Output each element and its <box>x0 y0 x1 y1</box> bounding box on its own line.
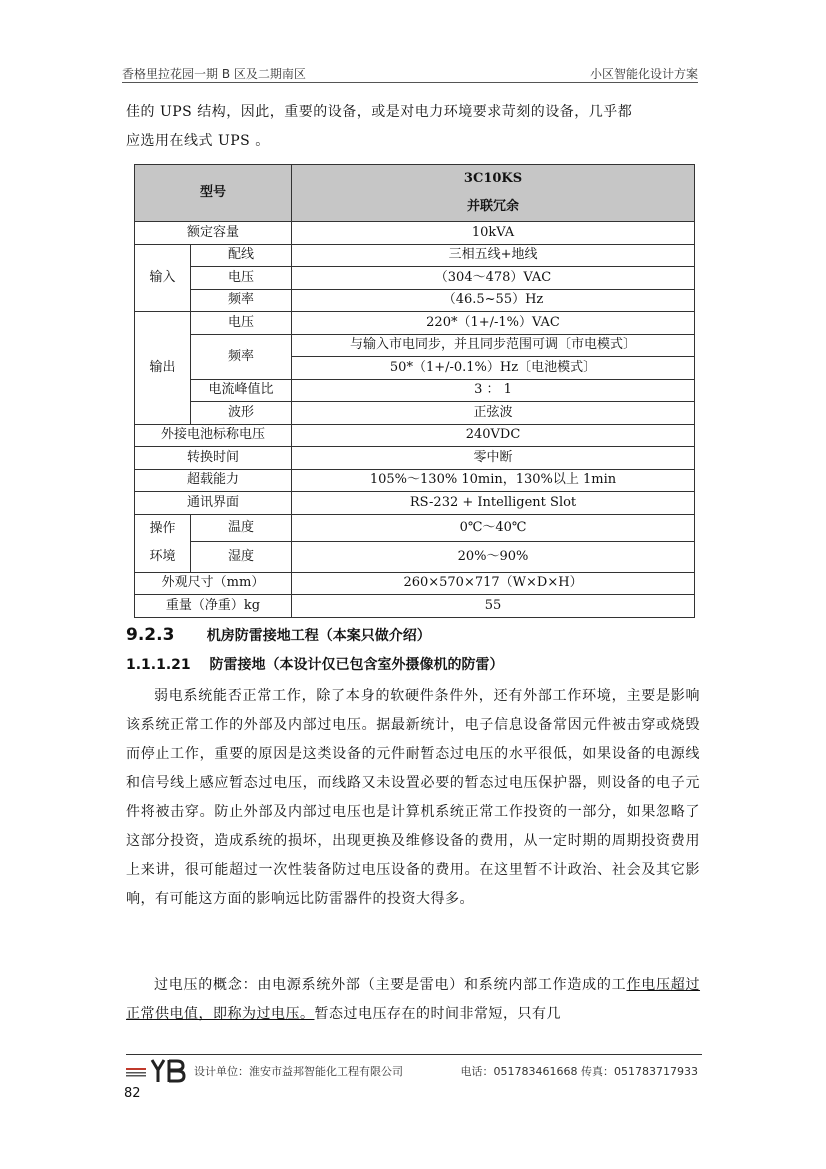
output-voltage-label: 电压 <box>191 312 292 335</box>
overload-value: 105%～130% 10min，130%以上 1min <box>292 469 695 492</box>
crest-factor-label: 电流峰值比 <box>191 379 292 402</box>
dimensions-label: 外观尺寸（mm） <box>135 572 292 595</box>
crest-factor-value: 3 ： 1 <box>292 379 695 402</box>
waveform-label: 波形 <box>191 402 292 425</box>
transfer-time-value: 零中断 <box>292 447 695 470</box>
paragraph-2-part-1: 过电压的概念：由电源系统外部（主要是雷电）和系统内部工作造成的工 <box>154 977 627 993</box>
table-row <box>135 595 695 618</box>
table-row <box>135 222 695 245</box>
weight-label: 重量（净重）kg <box>135 595 292 618</box>
subsection-title: 防雷接地（本设计仅已包含室外摄像机的防雷） <box>209 657 504 673</box>
model-name: 3C10KS <box>463 171 523 186</box>
battery-voltage-value: 240VDC <box>292 424 695 447</box>
company-logo <box>126 1059 192 1083</box>
paragraph-2-underlined: 作电压超过正常供电值，即称为过电压。 <box>126 977 701 1022</box>
model-label: 型号 <box>135 165 292 222</box>
body-paragraph-2 <box>126 971 700 1029</box>
table-row <box>135 424 695 447</box>
temperature-value: 0℃～40℃ <box>292 514 695 541</box>
output-voltage-value: 220*（1+/-1%）VAC <box>292 312 695 335</box>
table-row <box>135 267 695 290</box>
intro-line-2: 应选用在线式 UPS 。 <box>126 133 270 149</box>
table-row <box>135 402 695 425</box>
subsection-heading <box>126 654 504 674</box>
header-doc-title: 小区智能化设计方案 <box>589 67 698 81</box>
table-row <box>135 514 695 541</box>
environment-group-label <box>135 514 191 572</box>
humidity-value: 20%～90% <box>292 541 695 572</box>
intro-line-1: 佳的 UPS 结构，因此，重要的设备，或是对电力环境要求苛刻的设备，几乎都 <box>126 104 633 120</box>
intro-paragraph <box>126 98 700 156</box>
page-number: 82 <box>124 1086 141 1101</box>
table-row <box>135 312 695 335</box>
waveform-value: 正弦波 <box>292 402 695 425</box>
paragraph-2-part-3: 暂态过电压存在的时间非常短，只有几 <box>314 1006 561 1022</box>
rated-value: 10kVA <box>292 222 695 245</box>
table-row <box>135 447 695 470</box>
communication-label: 通讯界面 <box>135 492 292 515</box>
humidity-label: 湿度 <box>191 541 292 572</box>
table-row <box>135 492 695 515</box>
header-project-name: 香格里拉花园一期 B 区及二期南区 <box>122 67 306 81</box>
table-header-row <box>135 165 695 222</box>
subsection-number: 1.1.1.21 <box>126 657 191 673</box>
model-cell <box>292 165 695 222</box>
temperature-label: 温度 <box>191 514 292 541</box>
wiring-value: 三相五线+地线 <box>292 244 695 267</box>
output-frequency-value-mains: 与输入市电同步，并且同步范围可调〔市电模式〕 <box>292 334 695 357</box>
page-header <box>122 64 698 83</box>
environment-label-line-1: 操作 <box>149 521 176 536</box>
model-config: 并联冗余 <box>467 199 520 214</box>
input-voltage-label: 电压 <box>191 267 292 290</box>
table-row <box>135 469 695 492</box>
input-frequency-label: 频率 <box>191 289 292 312</box>
table-row <box>135 244 695 267</box>
dimensions-value: 260×570×717（W×D×H） <box>292 572 695 595</box>
table-row <box>135 334 695 357</box>
page-footer <box>126 1054 702 1085</box>
body-paragraph-1: 弱电系统能否正常工作，除了本身的软硬件条件外，还有外部工作环境，主要是影响该系统正常工作的外部及内部过电压。据最新统计，电子信息设备常因元件被击穿或烧毁而停止工作，重要的原因是这类设备的元件耐暂态过电压的水平很低，如果设备的电源线和信号线上感应暂态过电压，而线路又未设置必要的暂态过电压保护器，则设备的电子元件将被击穿。防止外部及内部过电压也是计算机系统正常工作投资的一部分，如果忽略了这部分投资，造成系统的损坏，出现更换及维修设备的费用，从一定时期的周期投资费用上来讲，很可能超过一次性装备防过电压设备的费用。在这里暂不计政治、社会及其它影响，有可能这方面的影响远比防雷器件的投资大得多。 <box>126 688 700 907</box>
section-heading <box>126 618 431 646</box>
section-number: 9.2.3 <box>126 625 175 645</box>
wiring-label: 配线 <box>191 244 292 267</box>
table-row <box>135 541 695 572</box>
battery-voltage-label: 外接电池标称电压 <box>135 424 292 447</box>
input-voltage-value: （304～478）VAC <box>292 267 695 290</box>
weight-value: 55 <box>292 595 695 618</box>
footer-contact: 电话：051783461668 传真：051783717933 <box>460 1065 698 1078</box>
footer-company: 设计单位：淮安市益邦智能化工程有限公司 <box>194 1065 403 1078</box>
table-row <box>135 379 695 402</box>
table-row <box>135 572 695 595</box>
input-frequency-value: （46.5~55）Hz <box>292 289 695 312</box>
input-group-label: 输入 <box>135 244 191 312</box>
output-group-label: 输出 <box>135 312 191 425</box>
transfer-time-label: 转换时间 <box>135 447 292 470</box>
output-frequency-label: 频率 <box>191 334 292 379</box>
table-row <box>135 289 695 312</box>
output-frequency-value-battery: 50*（1+/-0.1%）Hz〔电池模式〕 <box>292 357 695 380</box>
overload-label: 超载能力 <box>135 469 292 492</box>
environment-label-line-2: 环境 <box>149 549 176 564</box>
ups-spec-table <box>134 164 695 618</box>
section-title: 机房防雷接地工程（本案只做介绍） <box>206 628 431 644</box>
rated-label: 额定容量 <box>135 222 292 245</box>
communication-value: RS-232 + Intelligent Slot <box>292 492 695 515</box>
